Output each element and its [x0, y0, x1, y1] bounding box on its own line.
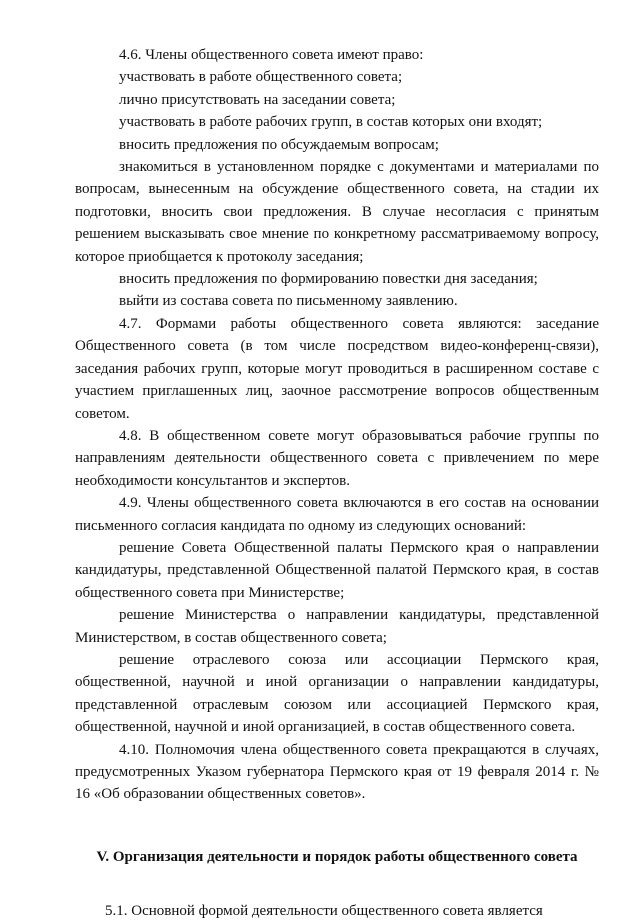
basis-item-association: решение отраслевого союза или ассоциации Пермского края, общественной, научной и иной организации о направлении кандидатуры, представленной отраслевым союзом или ассоциацией Пермского края, общественной, научной и иной организацией, в состав общественного совета. — [75, 651, 599, 736]
paragraph-4-7: 4.7. Формами работы общественного совета являются: заседание Общественного совета (в том числе посредством видео-конференц-связи), заседания рабочих групп, которые могут проводиться в расширенном составе с участием приглашенных лиц, заочное рассмотрение вопросов общественным советом. — [75, 315, 599, 422]
right-item-documents: знакомиться в установленном порядке с документами и материалами по вопросам, вынесенным на обсуждение общественного совета, на стадии их подготовки, вносить свои предложения. В случае несогласия с принятым решением высказывать свое мнение по конкретному рассматриваемому вопросу, которое приобщается к протоколу заседания; — [75, 159, 599, 265]
right-item-participate-council: участвовать в работе общественного совета; — [119, 69, 403, 86]
paragraph-4-8: 4.8. В общественном совете могут образовываться рабочие группы по направлениям деятельности общественного совета с привлечением по мере необходимости консультантов и экспертов. — [75, 427, 599, 489]
right-item-working-groups: участвовать в работе рабочих групп, в состав которых они входят; — [119, 114, 543, 131]
basis-item-ministry: решение Министерства о направлении кандидатуры, представленной Министерством, в состав общественного совета; — [75, 607, 599, 646]
paragraph-4-9: 4.9. Члены общественного совета включаются в его состав на основании письменного согласия кандидата по одному из следующих оснований: — [75, 495, 599, 534]
paragraph-5-1: 5.1. Основной формой деятельности общественного совета является — [105, 903, 543, 920]
paragraph-4-6: 4.6. Члены общественного совета имеют право: — [119, 47, 424, 63]
right-item-proposals: вносить предложения по обсуждаемым вопросам; — [119, 136, 439, 153]
right-item-agenda: вносить предложения по формированию повестки дня заседания; — [119, 271, 538, 288]
right-item-withdraw: выйти из состава совета по письменному заявлению. — [119, 293, 458, 310]
basis-item-chamber: решение Совета Общественной палаты Пермского края о направлении кандидатуры, представленной Общественной палатой Пермского края, в состав общественного совета при Министерстве; — [75, 539, 599, 601]
section-v-heading: V. Организация деятельности и порядок работы общественного совета — [96, 848, 578, 865]
right-item-attend-meetings: лично присутствовать на заседании совета; — [119, 91, 396, 108]
paragraph-4-10: 4.10. Полномочия члена общественного совета прекращаются в случаях, предусмотренных Указом губернатора Пермского края от 19 февраля 2014 г. № 16 «Об образовании общественных советов». — [75, 741, 599, 803]
